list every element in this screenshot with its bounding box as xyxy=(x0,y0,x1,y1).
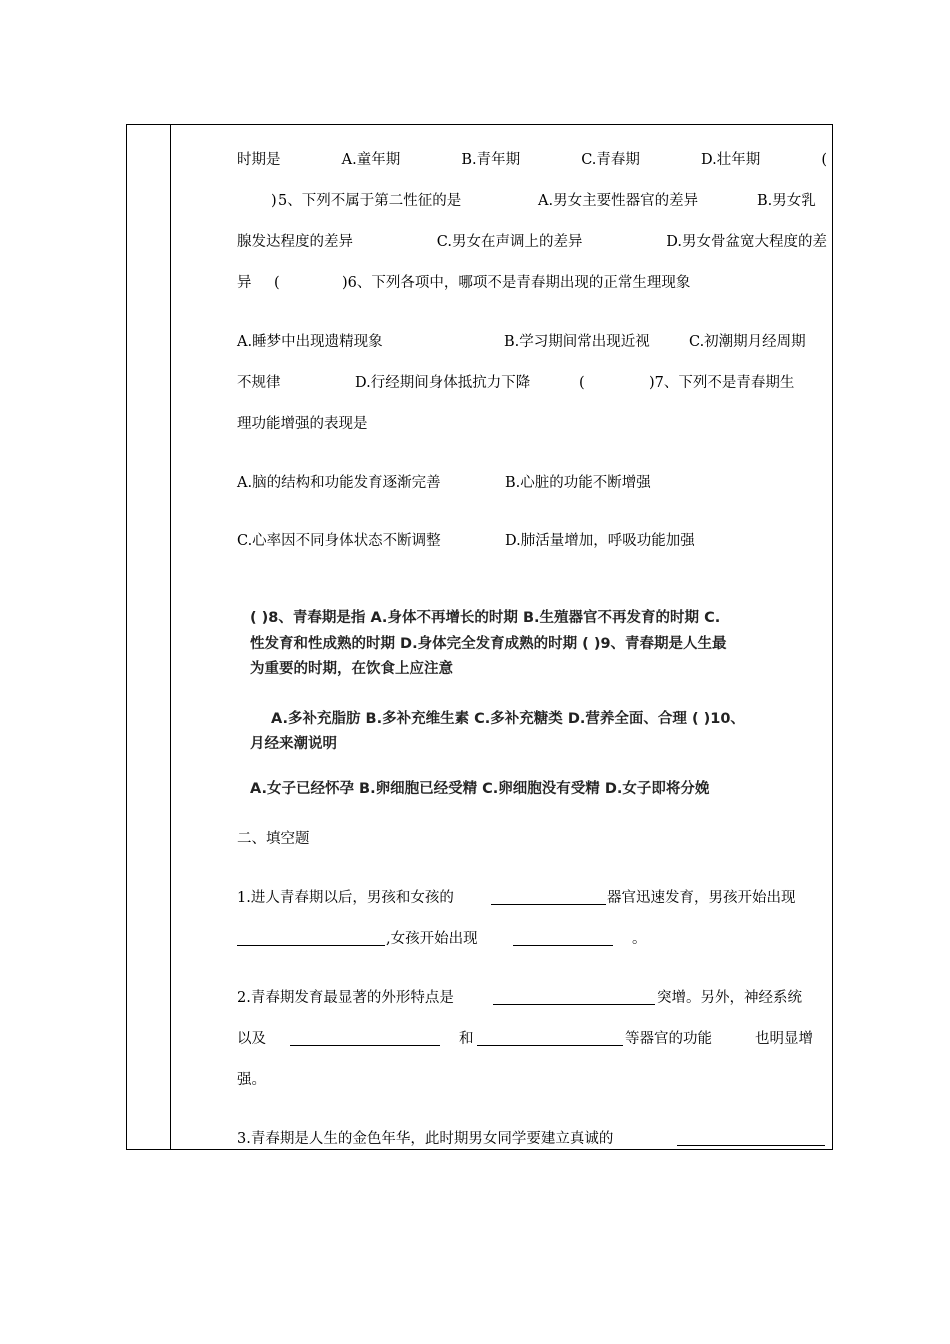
q10-options: A.女子已经怀孕 B.卵细胞已经受精 C.卵细胞没有受精 D.女子即将分娩 xyxy=(250,781,710,797)
fill3-text-a: 3.青春期是人生的金色年华，此时期男女同学要建立真诚的 xyxy=(237,1131,614,1147)
fill1-blank-2[interactable] xyxy=(237,930,385,946)
q5-option-b: B.男女乳 xyxy=(757,193,816,209)
q8-line-1: ( )8、青春期是指 A.身体不再增长的时期 B.生殖器官不再发育的时期 C. xyxy=(250,610,721,626)
fill2-text-d: 和 xyxy=(459,1031,474,1047)
q6-option-c: C.初潮期月经周期 xyxy=(689,334,806,350)
q5-stem: 5、下列不属于第二性征的是 xyxy=(278,193,462,209)
q7-stem-head: )7、下列不是青春期生 xyxy=(649,375,795,391)
fill2-text-f: 也明显增 xyxy=(755,1031,813,1047)
fill1-blank-3[interactable] xyxy=(513,930,613,946)
q6-stem: )6、下列各项中，哪项不是青春期出现的正常生理现象 xyxy=(342,275,691,291)
q7-option-a: A.脑的结构和功能发育逐渐完善 xyxy=(237,475,441,491)
fill2-blank-1[interactable] xyxy=(493,989,655,1005)
fill1-blank-1[interactable] xyxy=(491,889,606,905)
fill2-blank-2[interactable] xyxy=(290,1030,440,1046)
q7-option-d: D.肺活量增加，呼吸功能加强 xyxy=(505,533,695,549)
fill2-text-g: 强。 xyxy=(237,1072,266,1088)
column-divider xyxy=(170,124,171,1150)
fill1-text-d: 。 xyxy=(632,931,647,947)
q5-option-d: D.男女骨盆宽大程度的差 xyxy=(666,234,827,250)
q5-option-c: C.男女在声调上的差异 xyxy=(436,234,583,250)
q7-option-c: C.心率因不同身体状态不断调整 xyxy=(237,533,441,549)
q6-option-d: D.行经期间身体抵抗力下降 xyxy=(355,375,531,391)
section-title-fill-blank: 二、填空题 xyxy=(237,831,310,847)
q5-option-d-cont: 异 xyxy=(237,275,252,291)
fill1-text-c: ,女孩开始出现 xyxy=(386,931,478,947)
q4-options-line xyxy=(237,150,827,170)
fill1-text-b: 器官迅速发育，男孩开始出现 xyxy=(607,890,796,906)
q8-line-2: 性发育和性成熟的时期 D.身体完全发育成熟的时期 ( )9、青春期是人生最 xyxy=(250,636,727,652)
fill2-line-3 xyxy=(237,1070,827,1090)
q7-stem-line xyxy=(237,414,827,434)
q5-open-paren: ( xyxy=(821,152,827,168)
q7-stem-tail: 理功能增强的表现是 xyxy=(237,416,368,432)
q5-option-a: A.男女主要性器官的差异 xyxy=(538,193,699,209)
fill2-text-a: 2.青春期发育最显著的外形特点是 xyxy=(237,990,454,1006)
q6-option-a: A.睡梦中出现遗精现象 xyxy=(237,334,383,350)
q8-line-3: 为重要的时期，在饮食上应注意 xyxy=(250,661,453,677)
q5-option-b-cont: 腺发达程度的差异 xyxy=(237,234,353,250)
q4-option-d: D.壮年期 xyxy=(700,152,761,168)
q9-line-2: 月经来潮说明 xyxy=(250,736,337,752)
q6-option-b: B.学习期间常出现近视 xyxy=(504,334,650,350)
q4-option-b: B.青年期 xyxy=(461,152,521,168)
q7-option-b: B.心脏的功能不断增强 xyxy=(505,475,651,491)
q4-option-a: A.童年期 xyxy=(341,152,401,168)
q5-line-2 xyxy=(237,232,827,252)
fill2-text-e: 等器官的功能 xyxy=(625,1031,712,1047)
q4-option-c: C.青春期 xyxy=(581,152,640,168)
q9-line-1: A.多补充脂肪 B.多补充维生素 C.多补充糖类 D.营养全面、合理 ( )10、 xyxy=(271,711,745,727)
fill1-text-a: 1.进人青春期以后，男孩和女孩的 xyxy=(237,890,454,906)
q7-open-paren: ( xyxy=(579,375,585,391)
fill2-blank-3[interactable] xyxy=(477,1030,623,1046)
q4-stem-tail: 时期是 xyxy=(237,152,281,168)
q6-open-paren: ( xyxy=(274,275,280,291)
fill2-text-c: 以及 xyxy=(237,1031,266,1047)
q6-option-c-cont: 不规律 xyxy=(237,375,281,391)
fill3-blank-1[interactable] xyxy=(677,1130,825,1146)
fill2-text-b: 突增。另外，神经系统 xyxy=(657,990,802,1006)
q5-close-paren: ) xyxy=(271,193,277,209)
